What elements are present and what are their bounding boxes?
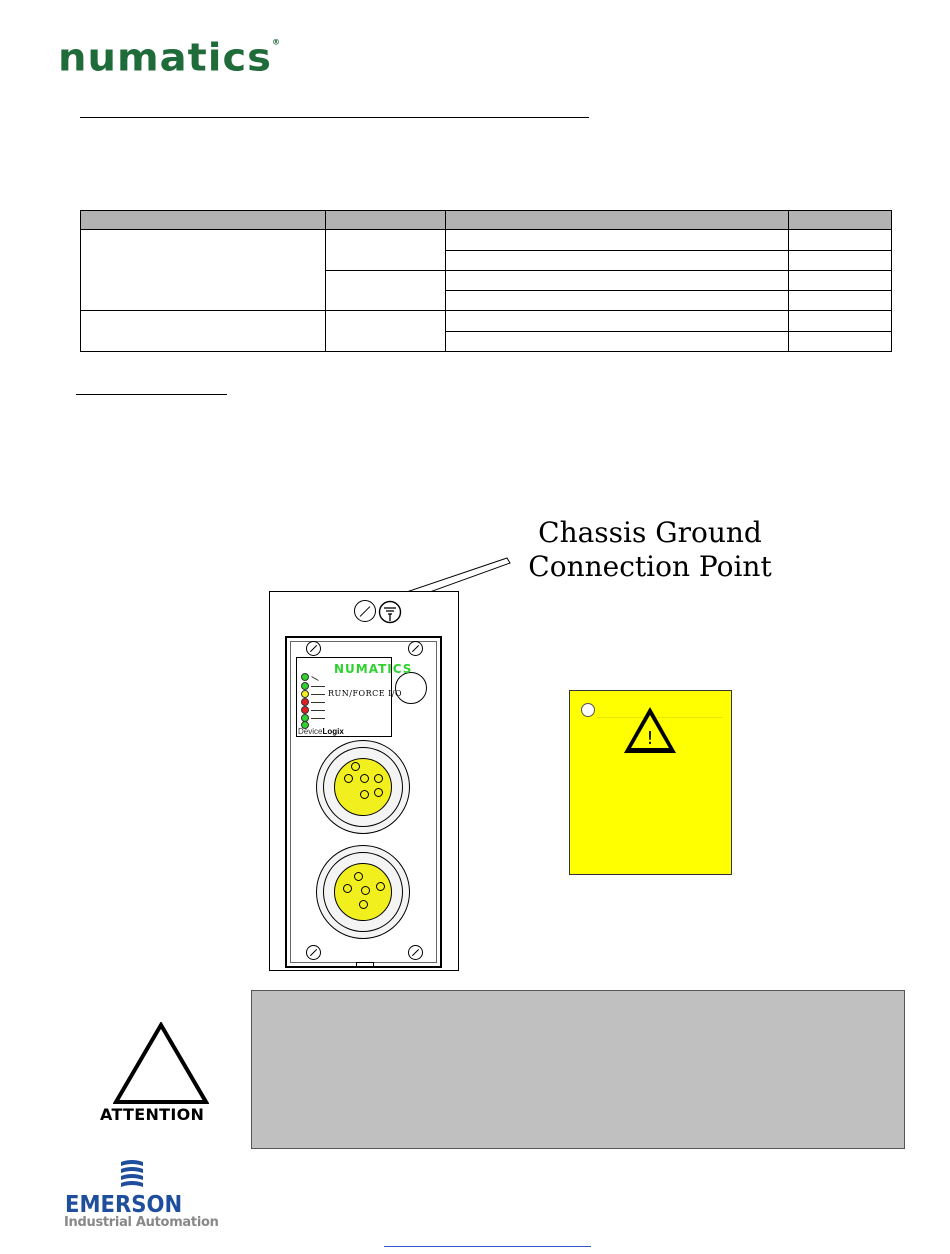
numatics-logo: [58, 36, 280, 80]
connector-pin: [360, 774, 369, 783]
connector-pin: [351, 762, 360, 771]
faceplate-screw: [408, 945, 423, 960]
connector-yellow-face: [334, 758, 392, 816]
table-cell: [789, 311, 892, 331]
attention-triangle-icon: [113, 1022, 209, 1104]
chassis-ground-callout: [505, 516, 795, 584]
faceplate-screw: [408, 641, 423, 656]
table-cell: [326, 230, 446, 271]
table-cell: [446, 291, 789, 311]
table-header-cell: [789, 211, 892, 230]
connector-pin: [359, 900, 368, 909]
faceplate-screw: [306, 945, 321, 960]
table-cell: [326, 311, 446, 352]
numatics-logo-text: numatics: [58, 36, 272, 80]
connector-pin: [374, 788, 383, 797]
table-header-cell: [81, 211, 326, 230]
table-header-row: [81, 211, 892, 230]
table-cell: [446, 250, 789, 270]
status-led: [301, 673, 309, 681]
emerson-logo-icon: [117, 1158, 147, 1194]
callout-line-1: Chassis Ground: [538, 516, 762, 549]
attention-note-box: [251, 990, 905, 1149]
panel-brand-logo: NUMATICS: [334, 662, 413, 676]
table-cell: [446, 311, 789, 331]
table-cell: [446, 270, 789, 290]
table-cell: [789, 250, 892, 270]
devicelogix-bold: Logix: [322, 727, 344, 736]
section-title-underline: [80, 117, 589, 118]
table-cell: [789, 230, 892, 250]
table-cell: [81, 230, 326, 311]
connector-pin: [343, 884, 352, 893]
table-row: [81, 311, 892, 331]
connector-pin: [360, 790, 369, 799]
emerson-wordmark: EMERSON: [65, 1192, 183, 1218]
table-cell: [789, 331, 892, 351]
faceplate-screw: [306, 641, 321, 656]
devicelogix-prefix: Device: [298, 727, 323, 736]
table-header-cell: [446, 211, 789, 230]
table-header-cell: [326, 211, 446, 230]
warning-exclamation: !: [646, 728, 654, 749]
table-cell: [81, 311, 326, 352]
status-led: [301, 706, 309, 714]
subsection-title-underline: [76, 394, 227, 395]
warning-triangle-icon: [621, 704, 679, 756]
connector-pin: [361, 886, 370, 895]
table-cell: [446, 331, 789, 351]
status-led: [301, 698, 309, 706]
table-cell: [326, 270, 446, 311]
specification-table: [80, 210, 892, 352]
table-row: [81, 230, 892, 250]
ground-symbol-icon: [378, 600, 402, 624]
label-mounting-hole: [581, 703, 595, 717]
connector-pin: [344, 774, 353, 783]
registered-mark: ®: [271, 38, 280, 47]
chassis-ground-screw: [354, 600, 376, 622]
table-cell: [789, 270, 892, 290]
table-cell: [446, 230, 789, 250]
device-bottom-tab: [356, 962, 374, 968]
connector-pin: [374, 774, 383, 783]
emerson-division: Industrial Automation: [64, 1215, 219, 1230]
status-led: [301, 690, 309, 698]
connector-pin: [354, 872, 363, 881]
indicator-window: [395, 672, 427, 704]
callout-line-2: Connection Point: [528, 550, 772, 583]
status-led: [301, 682, 309, 690]
run-force-io-label: RUN/FORCE I/O: [328, 689, 403, 698]
footer-link-underline[interactable]: [384, 1246, 591, 1247]
attention-label: ATTENTION: [100, 1105, 205, 1124]
table-cell: [789, 291, 892, 311]
connector-pin: [376, 882, 385, 891]
devicelogix-label: [298, 727, 344, 736]
